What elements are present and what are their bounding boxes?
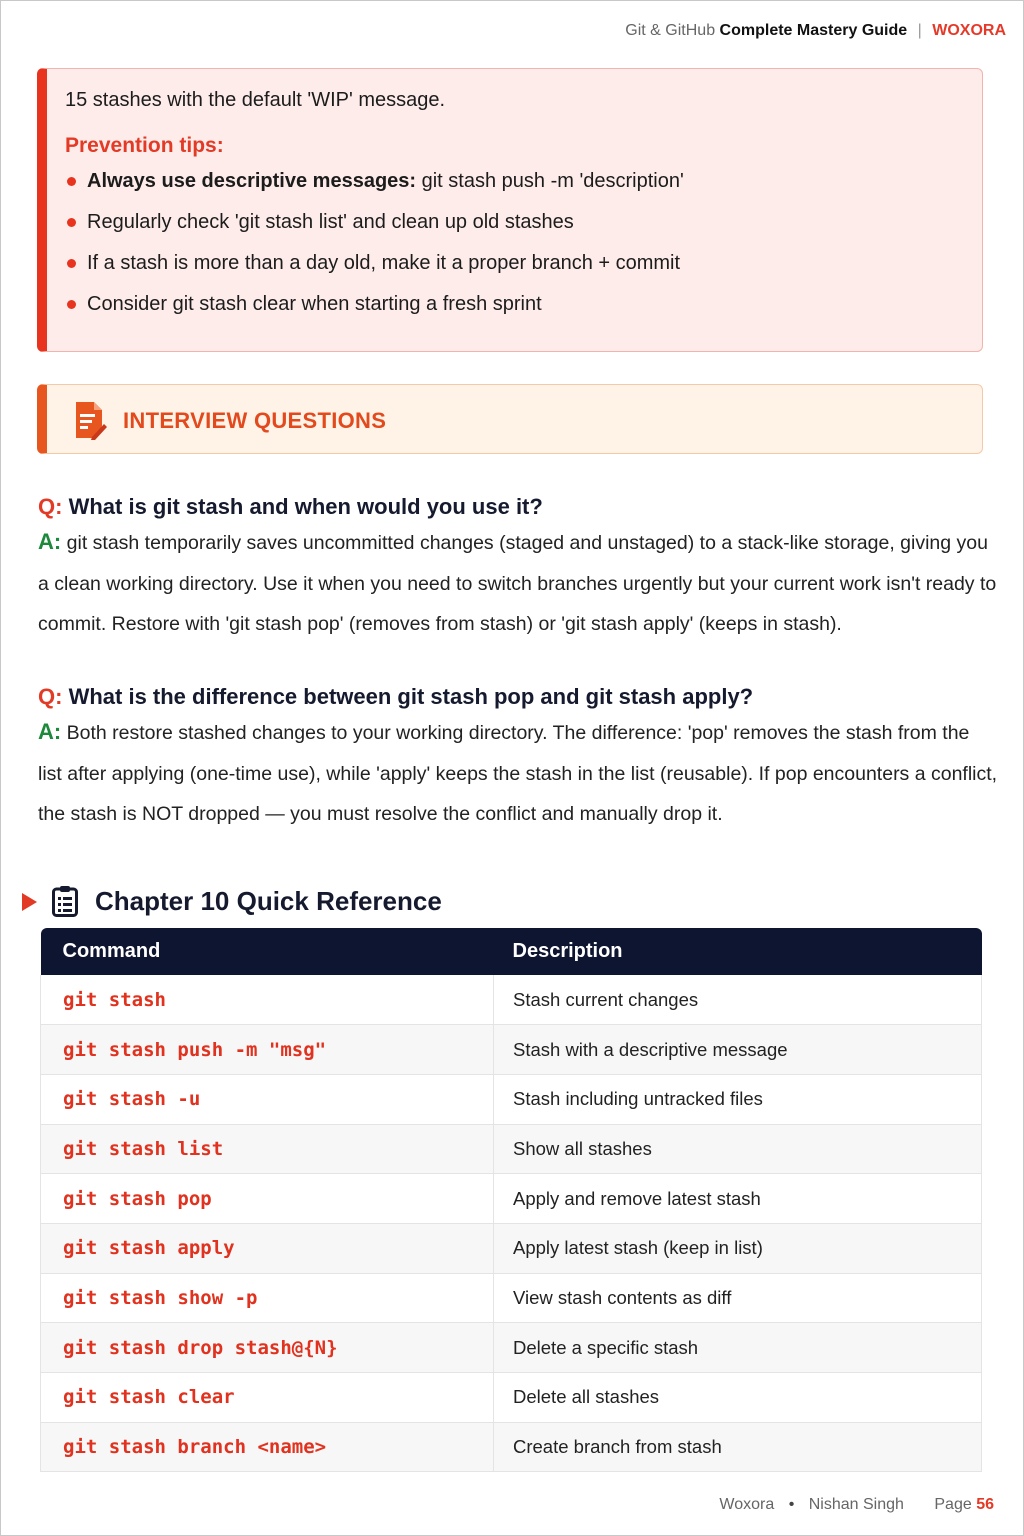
tip-text: Regularly check 'git stash list' and clean up old stashes: [87, 211, 574, 233]
command-cell: git stash branch <name>: [41, 1422, 494, 1472]
tip-item: [65, 248, 982, 289]
tip-text: git stash push -m 'description': [416, 170, 684, 192]
header-separator: |: [917, 22, 922, 39]
q-label: Q:: [38, 494, 63, 519]
description-cell: Delete all stashes: [494, 1373, 982, 1423]
interview-questions-banner: [37, 384, 983, 454]
qa-item: [38, 684, 998, 835]
command-cell: git stash list: [41, 1124, 494, 1174]
command-cell: git stash -u: [41, 1074, 494, 1124]
table-row: [41, 1174, 982, 1224]
tip-text: If a stash is more than a day old, make it a proper branch + commit: [87, 252, 681, 274]
prevention-tips-list: [65, 166, 982, 330]
footer-author: Nishan Singh: [808, 1496, 904, 1513]
description-cell: Stash with a descriptive message: [494, 1025, 982, 1075]
description-cell: Create branch from stash: [494, 1422, 982, 1472]
command-cell: git stash clear: [41, 1373, 494, 1423]
table-row: [41, 1273, 982, 1323]
description-cell: Apply and remove latest stash: [494, 1174, 982, 1224]
a-label: A:: [38, 719, 62, 744]
description-cell: Apply latest stash (keep in list): [494, 1223, 982, 1273]
prevention-tips-title: Prevention tips:: [65, 134, 224, 157]
interview-questions-title: INTERVIEW QUESTIONS: [123, 408, 387, 433]
warning-intro: 15 stashes with the default 'WIP' message.: [65, 89, 446, 111]
column-header-command: Command: [41, 928, 494, 975]
tip-item: [65, 289, 982, 330]
footer-publisher: Woxora: [719, 1496, 775, 1513]
question-text: What is git stash and when would you use it?: [68, 494, 543, 519]
table-row: [41, 1323, 982, 1373]
header-prefix: Git & GitHub: [625, 22, 716, 39]
question: [38, 684, 998, 710]
command-cell: git stash apply: [41, 1223, 494, 1273]
column-header-description: Description: [494, 928, 982, 975]
table-row: [41, 1223, 982, 1273]
answer-text: git stash temporarily saves uncommitted changes (staged and unstaged) to a stack-like storage, giving you a clean working directory. Use it when you need to switch branches urgently but your current work isn't ready to commit. Restore with 'git stash pop' (removes from stash) or 'git stash apply' (keeps in stash).: [38, 532, 997, 635]
qa-item: [38, 494, 998, 645]
running-header: [625, 22, 1006, 40]
table-header-row: [41, 928, 982, 975]
description-cell: Show all stashes: [494, 1124, 982, 1174]
header-brand: WOXORA: [932, 22, 1006, 39]
footer-bullet: •: [788, 1496, 795, 1513]
tip-bold: Always use descriptive messages:: [87, 170, 417, 192]
bullet-icon: [67, 177, 76, 186]
table-row: [41, 1124, 982, 1174]
description-cell: View stash contents as diff: [494, 1273, 982, 1323]
bullet-icon: [67, 218, 76, 227]
command-cell: git stash drop stash@{N}: [41, 1323, 494, 1373]
description-cell: Stash current changes: [494, 975, 982, 1025]
question: [38, 494, 998, 520]
quick-reference-table: [40, 928, 982, 1472]
table-row: [41, 1373, 982, 1423]
command-cell: git stash pop: [41, 1174, 494, 1224]
answer-text: Both restore stashed changes to your working directory. The difference: 'pop' removes the stash from the list after applying (one-time use), while 'apply' keeps the stash in the list (reusable). If pop encounters a conflict, the stash is NOT dropped — you must resolve the conflict and manually drop it.: [38, 722, 998, 825]
header-title: Complete Mastery Guide: [719, 22, 908, 39]
description-cell: Stash including untracked files: [494, 1074, 982, 1124]
quick-reference-title: Chapter 10 Quick Reference: [95, 886, 442, 916]
tip-text: Consider git stash clear when starting a fresh sprint: [87, 293, 542, 315]
q-label: Q:: [38, 684, 63, 709]
table-row: [41, 1025, 982, 1075]
table-row: [41, 1074, 982, 1124]
page-footer: [719, 1496, 994, 1514]
footer-page-label: Page: [934, 1496, 972, 1513]
tip-item: [65, 207, 982, 248]
tip-item: [65, 166, 982, 207]
bullet-icon: [67, 300, 76, 309]
command-cell: git stash push -m "msg": [41, 1025, 494, 1075]
clipboard-icon: [52, 885, 78, 917]
question-text: What is the difference between git stash pop and git stash apply?: [68, 684, 754, 709]
command-cell: git stash show -p: [41, 1273, 494, 1323]
answer: [38, 712, 998, 835]
footer-page-number: 56: [976, 1496, 994, 1513]
triangle-right-icon: [22, 893, 37, 911]
document-edit-icon: [73, 400, 107, 440]
answer: [38, 522, 998, 645]
table-row: [41, 975, 982, 1025]
a-label: A:: [38, 529, 62, 554]
bullet-icon: [67, 259, 76, 268]
description-cell: Delete a specific stash: [494, 1323, 982, 1373]
table-row: [41, 1422, 982, 1472]
warning-callout: [37, 68, 983, 352]
command-cell: git stash: [41, 975, 494, 1025]
